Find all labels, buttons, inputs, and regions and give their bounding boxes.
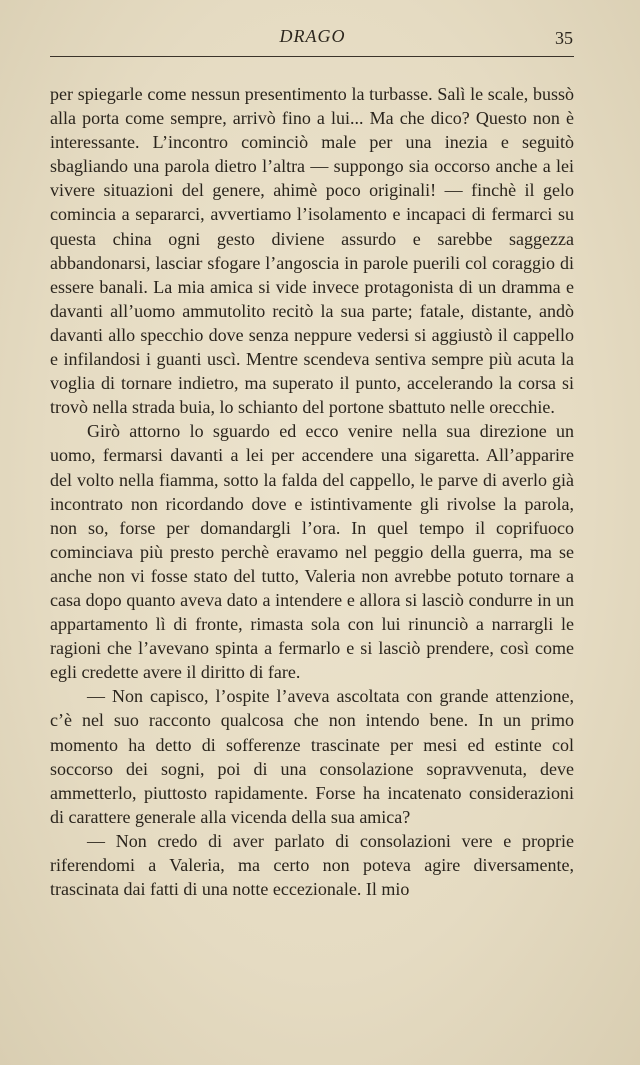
header-rule [50, 56, 574, 57]
paragraph-4: — Non credo di aver parlato di consolazioni vere e proprie riferendomi a Valeria, ma certo non poteva agire diversamente, trascinata dai fatti di una notte eccezionale. Il mio [50, 830, 574, 900]
body-text [50, 82, 574, 901]
page-number: 35 [555, 28, 573, 48]
running-head: DRAGO [279, 26, 346, 46]
paragraph-2: Girò attorno lo sguardo ed ecco venire nella sua direzione un uomo, fermarsi davanti a lei per accendere una sigaretta. All’apparire del volto nella fiamma, sotto la falda del cappello, le parve di averlo già incontrato non ricordando dove e istintivamente gli rivolse la parola, non so, forse per domandargli l’ora. In quel tempo il coprifuoco cominciava più presto perchè eravamo nel peggio della guerra, ma se anche non vi fosse stato del tutto, Valeria non avrebbe potuto tornare a casa dopo quanto aveva dato a intendere e allora si lasciò condurre in un appartamento lì di fronte, rimasta sola con lui rinunciò a narrargli le ragioni che l’avevano spinta a fermarlo e si lasciò prendere, così come egli credette avere il diritto di fare. [50, 421, 574, 683]
page-header [50, 26, 575, 50]
paragraph-1: per spiegarle come nessun presentimento la turbasse. Salì le scale, bussò alla porta come sempre, arrivò fino a lui... Ma che dico? Questo non è interessante. L’incontro cominciò male per una inezia e seguitò sbagliando una parola dietro l’altra — suppongo sia occorso anche a lei vivere situazioni del genere, ahimè poco originali! — finchè il gelo comincia a separarci, avvertiamo l’isolamento e incapaci di fermarci su questa china ogni gesto diviene assurdo e sarebbe saggezza abbandonarsi, lasciar sfogare l’angoscia in parole puerili col coraggio di essere banali. La mia amica si vide invece protagonista di un dramma e davanti all’uomo ammutolito recitò la sua parte; fatale, distante, andò davanti allo specchio dove senza neppure vedersi si aggiustò il cappello e infilandosi i guanti uscì. Mentre scendeva sentiva sempre più acuta la voglia di tornare indietro, ma superato il punto, accelerando la corsa si trovò nella strada buia, lo schianto del portone sbattuto nelle orecchie. [50, 84, 574, 418]
paragraph-3: — Non capisco, l’ospite l’aveva ascoltata con grande attenzione, c’è nel suo racconto qualcosa che non intendo bene. In un primo momento ha detto di sofferenze trascinate per mesi ed estinte col soccorso dei sogni, poi di una consolazione sopravvenuta, deve ammetterlo, piuttosto rapidamente. Forse ha incatenato considerazioni di carattere generale alla vicenda della sua amica? [50, 686, 574, 827]
